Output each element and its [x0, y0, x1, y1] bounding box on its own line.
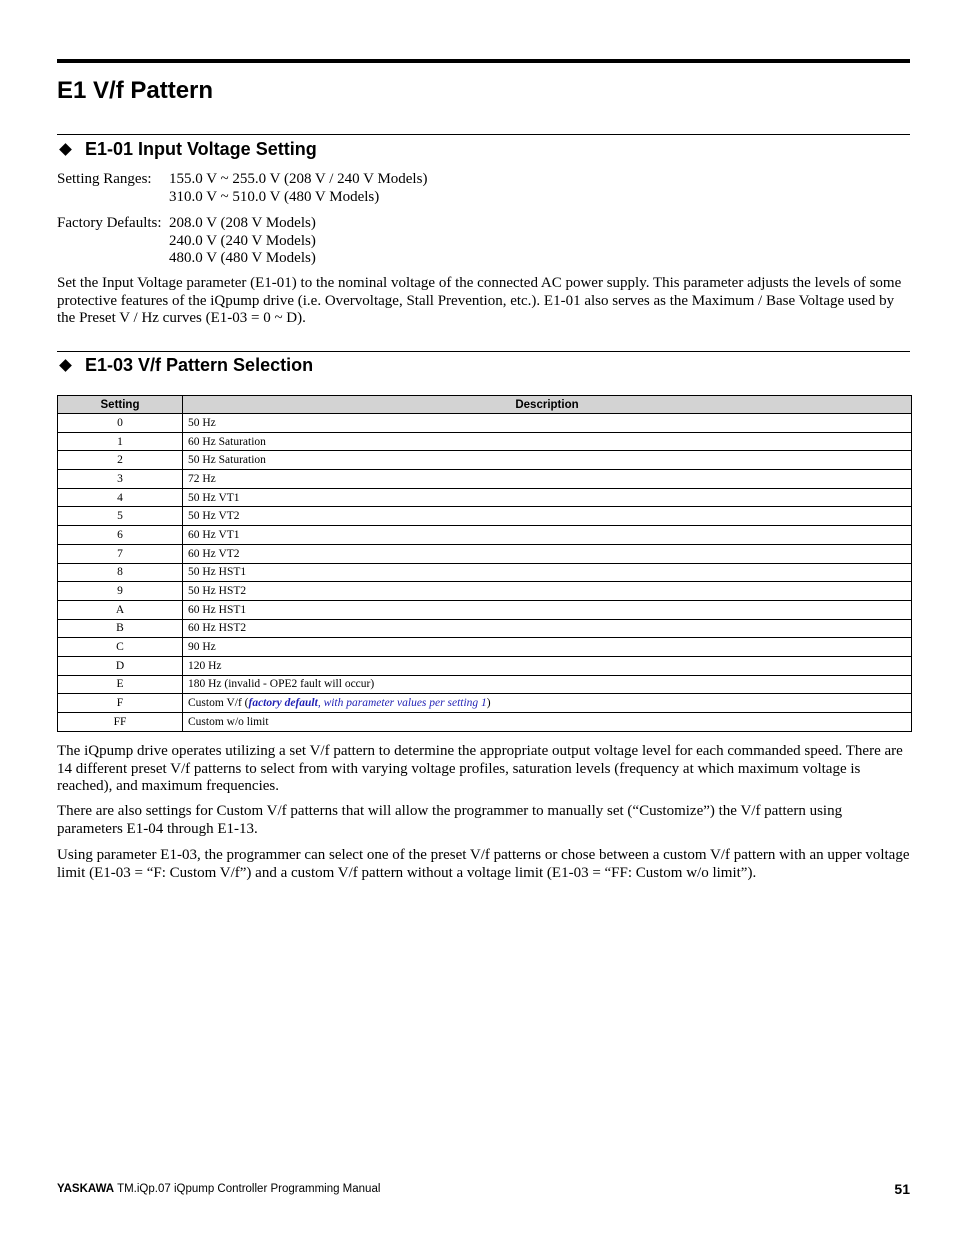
setting-cell: F — [58, 694, 183, 713]
table-row — [58, 638, 912, 657]
setting-cell: FF — [58, 713, 183, 732]
description-cell: 72 Hz — [183, 470, 912, 489]
diamond-bullet-icon — [59, 359, 72, 372]
table-row — [58, 713, 912, 732]
table-row — [58, 507, 912, 526]
table-row — [58, 619, 912, 638]
setting-cell: 7 — [58, 544, 183, 563]
setting-cell: A — [58, 600, 183, 619]
factory-default-value: 240.0 V (240 V Models) — [169, 232, 316, 249]
table-row — [58, 526, 912, 545]
description-prefix: Custom V/f ( — [188, 697, 249, 710]
description-cell: 60 Hz HST1 — [183, 600, 912, 619]
table-row — [58, 488, 912, 507]
description-cell: Custom w/o limit — [183, 713, 912, 732]
description-cell: 180 Hz (invalid - OPE2 fault will occur) — [183, 675, 912, 694]
body-paragraph: There are also settings for Custom V/f patterns that will allow the programmer to manually set (“Customize”) the V/f pattern using parameters E1-04 through E1-13. — [57, 803, 843, 837]
description-cell: 60 Hz HST2 — [183, 619, 912, 638]
section-heading-text: E1-01 Input Voltage Setting — [85, 139, 317, 159]
footer-brand: YASKAWA — [57, 1183, 115, 1195]
section-heading-text: E1-03 V/f Pattern Selection — [85, 355, 314, 375]
diamond-bullet-icon — [59, 143, 72, 156]
table-row — [58, 582, 912, 601]
description-cell: 60 Hz Saturation — [183, 432, 912, 451]
setting-cell: 0 — [58, 414, 183, 433]
setting-cell: 1 — [58, 432, 183, 451]
section-rule — [57, 134, 910, 135]
description-cell: 60 Hz VT1 — [183, 526, 912, 545]
setting-cell: D — [58, 656, 183, 675]
factory-default-value: 208.0 V (208 V Models) — [169, 215, 316, 231]
column-header-description: Description — [183, 396, 912, 414]
setting-cell: B — [58, 619, 183, 638]
description-cell: 120 Hz — [183, 656, 912, 675]
table-row — [58, 675, 912, 694]
vf-pattern-table — [57, 395, 912, 732]
setting-cell: E — [58, 675, 183, 694]
table-row — [58, 656, 912, 675]
factory-default-value: 480.0 V (480 V Models) — [169, 250, 316, 266]
description-cell: 50 Hz VT2 — [183, 507, 912, 526]
page-number: 51 — [894, 1181, 910, 1197]
setting-cell: 2 — [58, 451, 183, 470]
description-suffix: ) — [486, 697, 491, 710]
table-row — [58, 694, 912, 713]
setting-cell: 8 — [58, 563, 183, 582]
section-rule — [57, 351, 910, 352]
table-row — [58, 432, 912, 451]
top-rule — [57, 59, 910, 63]
description-cell — [183, 694, 912, 713]
section-heading-e1-03 — [57, 354, 313, 376]
table-row — [58, 563, 912, 582]
setting-ranges-label: Setting Ranges: — [57, 171, 152, 187]
description-cell: 50 Hz VT1 — [183, 488, 912, 507]
setting-cell: 6 — [58, 526, 183, 545]
description-cell: 50 Hz HST1 — [183, 563, 912, 582]
description-cell: 60 Hz VT2 — [183, 544, 912, 563]
setting-cell: C — [58, 638, 183, 657]
description-cell: 50 Hz — [183, 414, 912, 433]
description-cell: 50 Hz Saturation — [183, 451, 912, 470]
footer — [57, 1183, 380, 1195]
factory-default-text: factory default — [248, 697, 318, 710]
table-row — [58, 544, 912, 563]
description-cell: 50 Hz HST2 — [183, 582, 912, 601]
e1-01-description: Set the Input Voltage parameter (E1-01) to the nominal voltage of the connected AC power supply. This parameter adjusts the levels of some protective features of the iQpump drive (i.e. Overvoltage, Stall Prevention, etc.). E1-01 also serves as the Maximum / Base Voltage used by the Preset V / Hz curves (E1-03 = 0 ~ D). — [57, 275, 902, 326]
setting-range-value: 155.0 V ~ 255.0 V (208 V / 240 V Models) — [169, 171, 428, 187]
setting-cell: 3 — [58, 470, 183, 489]
column-header-setting: Setting — [58, 396, 183, 414]
body-paragraph: The iQpump drive operates utilizing a set V/f pattern to determine the appropriate output voltage level for each commanded speed. There are 14 different preset V/f patterns to select from with varying voltage profiles, saturation levels (frequency at which maximum voltage is reached), and maximum frequencies. — [57, 743, 903, 794]
setting-cell: 4 — [58, 488, 183, 507]
description-cell: 90 Hz — [183, 638, 912, 657]
setting-cell: 9 — [58, 582, 183, 601]
body-paragraph: Using parameter E1-03, the programmer can select one of the preset V/f patterns or chose between a custom V/f pattern with an upper voltage limit (E1-03 = “F: Custom V/f”) and a custom V/f pattern without a voltage limit (E1-03 = “FF: Custom w/o limit”). — [57, 847, 910, 881]
section-heading-e1-01 — [57, 138, 317, 160]
factory-defaults-label: Factory Defaults: — [57, 215, 162, 231]
footer-manual-title: TM.iQp.07 iQpump Controller Programming Manual — [114, 1183, 381, 1195]
setting-range-value: 310.0 V ~ 510.0 V (480 V Models) — [169, 188, 380, 205]
table-row — [58, 600, 912, 619]
table-row — [58, 451, 912, 470]
setting-1-reference: , with parameter values per setting 1 — [317, 697, 487, 710]
table-row — [58, 414, 912, 433]
setting-cell: 5 — [58, 507, 183, 526]
factory-default-link[interactable] — [249, 697, 487, 709]
page-title: E1 V/f Pattern — [57, 77, 214, 104]
table-row — [58, 470, 912, 489]
